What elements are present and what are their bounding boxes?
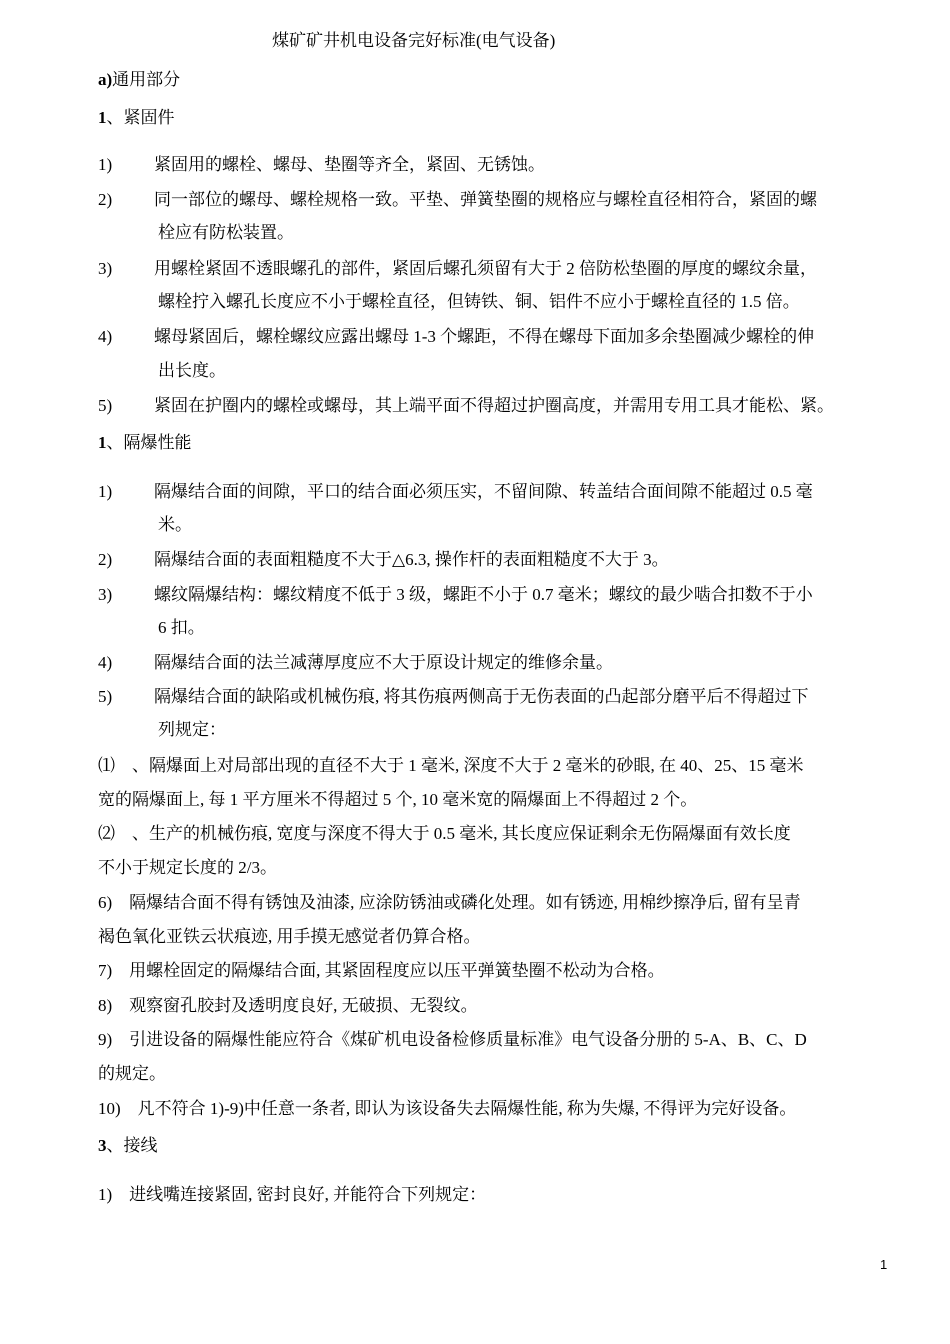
section-title: 、接线: [106, 1136, 158, 1155]
list-item-text: 栓应有防松装置。: [158, 223, 294, 242]
list-item-text: 8) 观察窗孔胶封及透明度良好, 无破损、无裂纹。: [98, 996, 478, 1015]
list-item-number: 2): [98, 190, 113, 209]
part-a-text: 通用部分: [112, 70, 181, 89]
list-item-number: 5): [98, 687, 113, 706]
list-item-text: 出长度。: [158, 361, 226, 380]
list-item-text: 列规定：: [158, 720, 226, 739]
sub-item-text: 宽的隔爆面上, 每 1 平方厘米不得超过 5 个, 10 毫米宽的隔爆面上不得超过 2 个。: [98, 790, 698, 809]
page-title: 煤矿矿井机电设备完好标准(电气设备): [272, 31, 556, 50]
sub-item-text: 不小于规定长度的 2/3。: [98, 858, 277, 877]
sub-item-text: ⑵ 、生产的机械伤痕, 宽度与深度不得大于 0.5 毫米, 其长度应保证剩余无伤隔爆面有效长度: [98, 824, 791, 843]
list-item-number: 4): [98, 327, 113, 346]
list-item-text: 10) 凡不符合 1)-9)中任意一条者, 即认为该设备失去隔爆性能, 称为失爆, 不得评为完好设备。: [98, 1099, 797, 1118]
list-item-number: 1): [98, 155, 113, 174]
section-number: 1: [98, 108, 107, 127]
section-heading: [98, 107, 175, 129]
list-item-text: 6 扣。: [158, 618, 205, 637]
list-item-text: 隔爆结合面的间隙，平口的结合面必须压实，不留间隙、转盖结合面间隙不能超过 0.5 毫: [154, 482, 813, 501]
list-item-text: 米。: [158, 515, 192, 534]
sub-item-text: ⑴ 、隔爆面上对局部出现的直径不大于 1 毫米, 深度不大于 2 毫米的砂眼, 在 40、25、15 毫米: [98, 756, 804, 775]
list-item-number: 3): [98, 585, 113, 604]
list-item-number: 3): [98, 259, 113, 278]
part-a-prefix: a): [98, 70, 113, 89]
list-item-text: 7) 用螺栓固定的隔爆结合面, 其紧固程度应以压平弹簧垫圈不松动为合格。: [98, 961, 665, 980]
section-heading: [98, 432, 192, 454]
list-item-number: 4): [98, 653, 113, 672]
list-item-text: 螺纹隔爆结构：螺纹精度不低于 3 级，螺距不小于 0.7 毫米；螺纹的最少啮合扣数不于小: [154, 585, 813, 604]
list-item-number: 5): [98, 396, 113, 415]
section-title: 、紧固件: [106, 108, 175, 127]
list-item-text: 隔爆结合面的表面粗糙度不大于△6.3, 操作杆的表面粗糙度不大于 3。: [154, 550, 669, 569]
section-number: 1: [98, 433, 107, 452]
list-item-text: 螺栓拧入螺孔长度应不小于螺栓直径，但铸铁、铜、铝件不应小于螺栓直径的 1.5 倍。: [158, 292, 800, 311]
section-heading: [98, 1135, 158, 1157]
part-a-heading: [98, 69, 180, 91]
list-item-text: 褐色氧化亚铁云状痕迹, 用手摸无感觉者仍算合格。: [98, 927, 481, 946]
list-item-number: 1): [98, 482, 113, 501]
section-number: 3: [98, 1136, 107, 1155]
list-item-text: 隔爆结合面的法兰减薄厚度应不大于原设计规定的维修余量。: [154, 653, 613, 672]
list-item-text: 1) 进线嘴连接紧固, 密封良好, 并能符合下列规定：: [98, 1185, 487, 1204]
list-item-number: 2): [98, 550, 113, 569]
list-item-text: 6) 隔爆结合面不得有锈蚀及油漆, 应涂防锈油或磷化处理。如有锈迹, 用棉纱擦净后, 留有呈青: [98, 893, 801, 912]
list-item-text: 紧固在护圈内的螺栓或螺母，其上端平面不得超过护圈高度，并需用专用工具才能松、紧。: [154, 396, 834, 415]
list-item-text: 9) 引进设备的隔爆性能应符合《煤矿机电设备检修质量标准》电气设备分册的 5-A、B、C、D: [98, 1030, 807, 1049]
list-item-text: 用螺栓紧固不透眼螺孔的部件，紧固后螺孔须留有大于 2 倍防松垫圈的厚度的螺纹余量，: [154, 259, 817, 278]
page-number: 1: [880, 1257, 888, 1272]
section-title: 、隔爆性能: [106, 433, 192, 452]
list-item-text: 同一部位的螺母、螺栓规格一致。平垫、弹簧垫圈的规格应与螺栓直径相符合，紧固的螺: [154, 190, 817, 209]
list-item-text: 螺母紧固后，螺栓螺纹应露出螺母 1-3 个螺距，不得在螺母下面加多余垫圈减少螺栓的伸: [154, 327, 815, 346]
list-item-text: 的规定。: [98, 1064, 166, 1083]
list-item-text: 隔爆结合面的缺陷或机械伤痕, 将其伤痕两侧高于无伤表面的凸起部分磨平后不得超过下: [154, 687, 809, 706]
list-item-text: 紧固用的螺栓、螺母、垫圈等齐全，紧固、无锈蚀。: [154, 155, 545, 174]
